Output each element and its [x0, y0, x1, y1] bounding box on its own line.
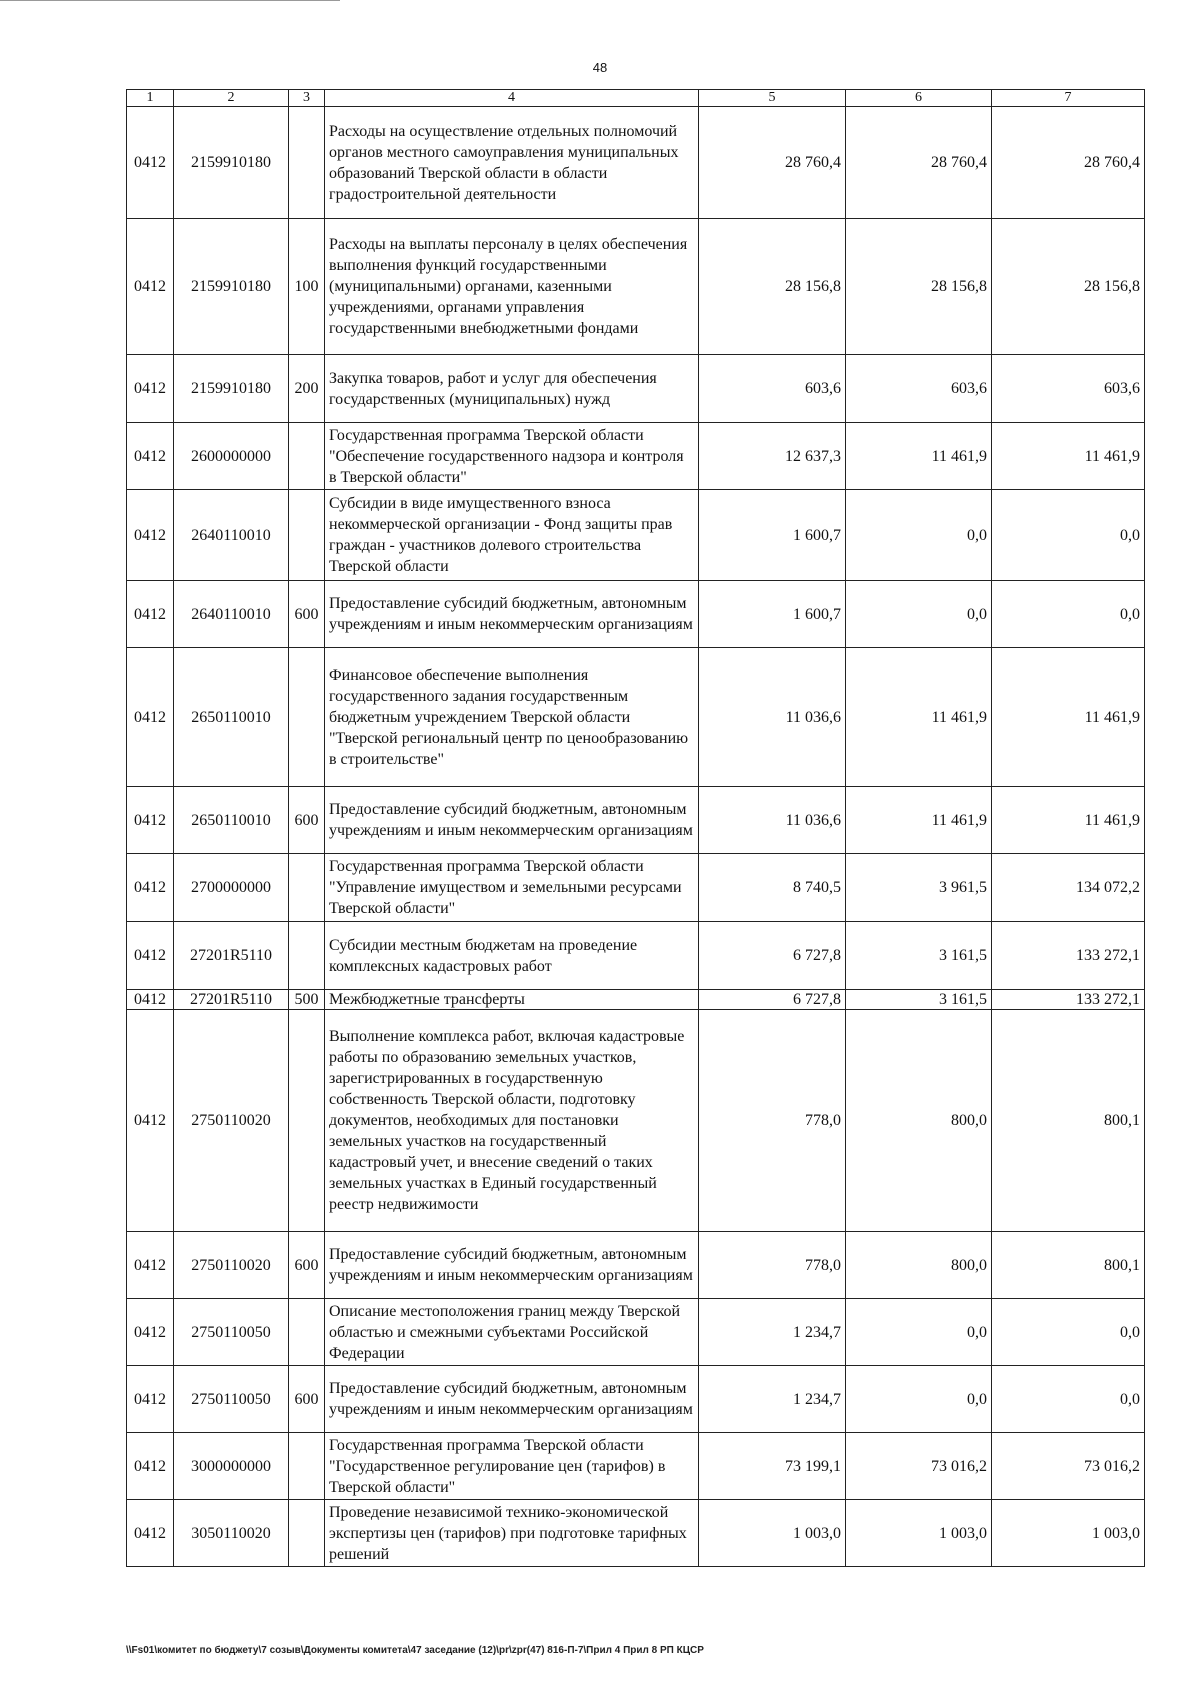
section-cell: 0412	[127, 1299, 174, 1366]
table-row	[127, 854, 1145, 922]
column-number-3: 3	[289, 90, 325, 107]
table-row	[127, 990, 1145, 1010]
amount-col7-cell: 28 760,4	[992, 107, 1145, 219]
column-number-1: 1	[127, 90, 174, 107]
amount-col5-cell: 11 036,6	[699, 787, 846, 854]
column-number-6: 6	[846, 90, 992, 107]
item-name-cell: Предоставление субсидий бюджетным, автономным учреждениям и иным некоммерческим организациям	[325, 1232, 699, 1299]
target-code-cell: 3000000000	[174, 1433, 289, 1500]
amount-col7-cell: 0,0	[992, 490, 1145, 581]
target-code-cell: 2159910180	[174, 107, 289, 219]
column-number-4: 4	[325, 90, 699, 107]
amount-col6-cell: 3 961,5	[846, 854, 992, 922]
amount-col5-cell: 73 199,1	[699, 1433, 846, 1500]
amount-col6-cell: 603,6	[846, 355, 992, 423]
item-name-cell: Субсидии в виде имущественного взноса некоммерческой организации - Фонд защиты прав граждан - участников долевого строительства Тверской области	[325, 490, 699, 581]
section-cell: 0412	[127, 854, 174, 922]
target-code-cell: 3050110020	[174, 1500, 289, 1567]
amount-col7-cell: 0,0	[992, 1366, 1145, 1433]
column-number-5: 5	[699, 90, 846, 107]
table-row	[127, 355, 1145, 423]
item-name-cell: Субсидии местным бюджетам на проведение комплексных кадастровых работ	[325, 922, 699, 990]
amount-col5-cell: 8 740,5	[699, 854, 846, 922]
amount-col5-cell: 1 003,0	[699, 1500, 846, 1567]
section-cell: 0412	[127, 219, 174, 355]
table-row	[127, 1232, 1145, 1299]
amount-col7-cell: 73 016,2	[992, 1433, 1145, 1500]
table-row	[127, 922, 1145, 990]
amount-col5-cell: 6 727,8	[699, 990, 846, 1010]
section-cell: 0412	[127, 922, 174, 990]
expense-type-cell	[289, 922, 325, 990]
target-code-cell: 27201R5110	[174, 922, 289, 990]
amount-col5-cell: 1 600,7	[699, 490, 846, 581]
amount-col6-cell: 28 156,8	[846, 219, 992, 355]
target-code-cell: 2650110010	[174, 648, 289, 787]
target-code-cell: 27201R5110	[174, 990, 289, 1010]
expense-type-cell	[289, 490, 325, 581]
table-row	[127, 648, 1145, 787]
column-number-row	[127, 90, 1145, 107]
amount-col7-cell: 800,1	[992, 1232, 1145, 1299]
amount-col7-cell: 800,1	[992, 1010, 1145, 1232]
expense-type-cell: 600	[289, 581, 325, 648]
target-code-cell: 2640110010	[174, 490, 289, 581]
target-code-cell: 2750110050	[174, 1299, 289, 1366]
amount-col5-cell: 778,0	[699, 1232, 846, 1299]
amount-col6-cell: 0,0	[846, 1366, 992, 1433]
expense-type-cell	[289, 423, 325, 490]
table-row	[127, 787, 1145, 854]
amount-col6-cell: 73 016,2	[846, 1433, 992, 1500]
amount-col6-cell: 11 461,9	[846, 648, 992, 787]
amount-col5-cell: 1 234,7	[699, 1366, 846, 1433]
amount-col6-cell: 11 461,9	[846, 423, 992, 490]
expense-type-cell	[289, 648, 325, 787]
section-cell: 0412	[127, 355, 174, 423]
section-cell: 0412	[127, 423, 174, 490]
amount-col5-cell: 12 637,3	[699, 423, 846, 490]
amount-col5-cell: 6 727,8	[699, 922, 846, 990]
amount-col6-cell: 28 760,4	[846, 107, 992, 219]
table-row	[127, 1299, 1145, 1366]
item-name-cell: Выполнение комплекса работ, включая кадастровые работы по образованию земельных участков, зарегистрированных в государственную собственность Тверской области, подготовку документов, необходимых для постановки земельных участков на государственный кадастровый учет, и внесение сведений о таких земельных участках в Единый государственный реестр недвижимости	[325, 1010, 699, 1232]
amount-col5-cell: 1 234,7	[699, 1299, 846, 1366]
amount-col7-cell: 11 461,9	[992, 648, 1145, 787]
item-name-cell: Предоставление субсидий бюджетным, автономным учреждениям и иным некоммерческим организациям	[325, 581, 699, 648]
item-name-cell: Расходы на осуществление отдельных полномочий органов местного самоуправления муниципальных образований Тверской области в области градостроительной деятельности	[325, 107, 699, 219]
target-code-cell: 2750110050	[174, 1366, 289, 1433]
amount-col7-cell: 0,0	[992, 581, 1145, 648]
table-row	[127, 219, 1145, 355]
expense-type-cell	[289, 1010, 325, 1232]
target-code-cell: 2600000000	[174, 423, 289, 490]
amount-col7-cell: 11 461,9	[992, 423, 1145, 490]
target-code-cell: 2159910180	[174, 355, 289, 423]
amount-col5-cell: 1 600,7	[699, 581, 846, 648]
section-cell: 0412	[127, 1232, 174, 1299]
item-name-cell: Государственная программа Тверской области "Обеспечение государственного надзора и контроля в Тверской области"	[325, 423, 699, 490]
expense-type-cell: 500	[289, 990, 325, 1010]
table-row	[127, 1366, 1145, 1433]
amount-col7-cell: 603,6	[992, 355, 1145, 423]
target-code-cell: 2640110010	[174, 581, 289, 648]
section-cell: 0412	[127, 648, 174, 787]
item-name-cell: Межбюджетные трансферты	[325, 990, 699, 1010]
section-cell: 0412	[127, 787, 174, 854]
expense-type-cell: 100	[289, 219, 325, 355]
section-cell: 0412	[127, 581, 174, 648]
expense-type-cell: 600	[289, 787, 325, 854]
item-name-cell: Расходы на выплаты персоналу в целях обеспечения выполнения функций государственными (муниципальными) органами, казенными учреждениями, органами управления государственными внебюджетными фондами	[325, 219, 699, 355]
table-row	[127, 1433, 1145, 1500]
target-code-cell: 2159910180	[174, 219, 289, 355]
amount-col6-cell: 0,0	[846, 490, 992, 581]
section-cell: 0412	[127, 107, 174, 219]
amount-col5-cell: 11 036,6	[699, 648, 846, 787]
amount-col6-cell: 0,0	[846, 1299, 992, 1366]
expense-type-cell	[289, 1433, 325, 1500]
amount-col6-cell: 11 461,9	[846, 787, 992, 854]
amount-col7-cell: 1 003,0	[992, 1500, 1145, 1567]
amount-col7-cell: 11 461,9	[992, 787, 1145, 854]
amount-col6-cell: 3 161,5	[846, 922, 992, 990]
table-row	[127, 1500, 1145, 1567]
target-code-cell: 2750110020	[174, 1232, 289, 1299]
footer-file-path: \\Fs01\комитет по бюджету\7 созыв\Документы комитета\47 заседание (12)\pr\zpr(47) 816-П-7\Прил 4 Прил 8 РП КЦСР	[126, 1645, 704, 1656]
amount-col6-cell: 800,0	[846, 1232, 992, 1299]
budget-table	[126, 89, 1145, 1567]
item-name-cell: Закупка товаров, работ и услуг для обеспечения государственных (муниципальных) нужд	[325, 355, 699, 423]
table-row	[127, 423, 1145, 490]
amount-col6-cell: 800,0	[846, 1010, 992, 1232]
table-row	[127, 490, 1145, 581]
table-row	[127, 581, 1145, 648]
target-code-cell: 2650110010	[174, 787, 289, 854]
table-row	[127, 1010, 1145, 1232]
expense-type-cell	[289, 854, 325, 922]
amount-col6-cell: 1 003,0	[846, 1500, 992, 1567]
item-name-cell: Государственная программа Тверской области "Государственное регулирование цен (тарифов) в Тверской области"	[325, 1433, 699, 1500]
target-code-cell: 2750110020	[174, 1010, 289, 1232]
top-edge-line	[0, 0, 340, 1]
amount-col7-cell: 28 156,8	[992, 219, 1145, 355]
section-cell: 0412	[127, 490, 174, 581]
expense-type-cell	[289, 107, 325, 219]
expense-type-cell: 600	[289, 1232, 325, 1299]
column-number-2: 2	[174, 90, 289, 107]
amount-col7-cell: 134 072,2	[992, 854, 1145, 922]
section-cell: 0412	[127, 1500, 174, 1567]
section-cell: 0412	[127, 1366, 174, 1433]
item-name-cell: Описание местоположения границ между Тверской областью и смежными субъектами Российской Федерации	[325, 1299, 699, 1366]
amount-col6-cell: 3 161,5	[846, 990, 992, 1010]
table-body	[127, 107, 1145, 1567]
column-number-7: 7	[992, 90, 1145, 107]
expense-type-cell: 600	[289, 1366, 325, 1433]
item-name-cell: Предоставление субсидий бюджетным, автономным учреждениям и иным некоммерческим организациям	[325, 1366, 699, 1433]
page-number: 48	[592, 60, 608, 75]
target-code-cell: 2700000000	[174, 854, 289, 922]
amount-col5-cell: 28 156,8	[699, 219, 846, 355]
amount-col5-cell: 603,6	[699, 355, 846, 423]
expense-type-cell	[289, 1500, 325, 1567]
table-row	[127, 107, 1145, 219]
amount-col7-cell: 133 272,1	[992, 990, 1145, 1010]
expense-type-cell: 200	[289, 355, 325, 423]
amount-col6-cell: 0,0	[846, 581, 992, 648]
amount-col5-cell: 778,0	[699, 1010, 846, 1232]
item-name-cell: Государственная программа Тверской области "Управление имуществом и земельными ресурсами Тверской области"	[325, 854, 699, 922]
item-name-cell: Предоставление субсидий бюджетным, автономным учреждениям и иным некоммерческим организациям	[325, 787, 699, 854]
amount-col7-cell: 0,0	[992, 1299, 1145, 1366]
section-cell: 0412	[127, 990, 174, 1010]
amount-col5-cell: 28 760,4	[699, 107, 846, 219]
item-name-cell: Финансовое обеспечение выполнения государственного задания государственным бюджетным учреждением Тверской области "Тверской региональный центр по ценообразованию в строительстве"	[325, 648, 699, 787]
expense-type-cell	[289, 1299, 325, 1366]
section-cell: 0412	[127, 1433, 174, 1500]
amount-col7-cell: 133 272,1	[992, 922, 1145, 990]
section-cell: 0412	[127, 1010, 174, 1232]
item-name-cell: Проведение независимой технико-экономической экспертизы цен (тарифов) при подготовке тарифных решений	[325, 1500, 699, 1567]
